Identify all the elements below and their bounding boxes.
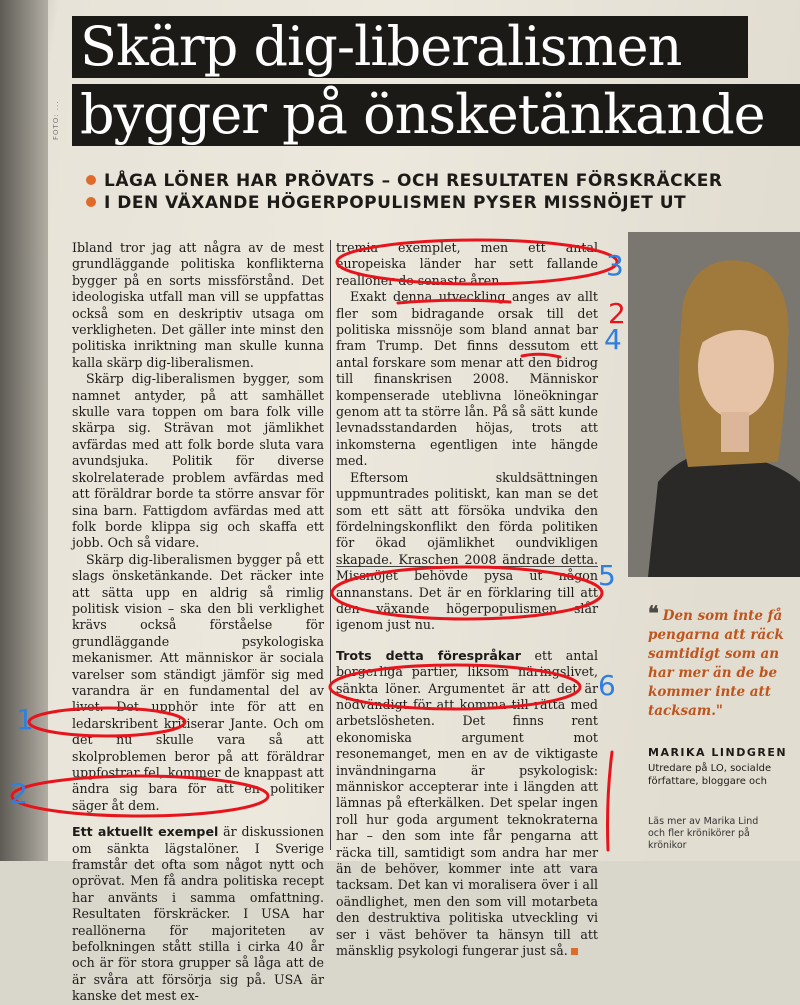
annotation-number: 4 xyxy=(604,323,622,356)
headline-line-2: bygger på önsketänkande xyxy=(72,84,800,146)
deck-line-1: LÅGA LÖNER HAR PRÖVATS – OCH RESULTATEN FÖRSKRÄCKER xyxy=(86,170,786,192)
annotation-number: 2 xyxy=(608,297,626,330)
paragraph: Eftersom skuldsättningen uppmuntrades politiskt, kan man se det som ett sätt att försöka undvika den fördelningskonflikt den förda politiken för ökad ojämlikhet oundvikligen skapade. Kraschen 2008 ändrade detta. Missnöjet behövde pysa ut någon annanstans. Det är en förklaring till att den växande högerpopulismen slår igenom just nu. xyxy=(336,469,598,633)
bullet-icon xyxy=(86,197,96,207)
end-mark-icon xyxy=(571,948,578,955)
pull-quote-line: tacksam." xyxy=(648,703,723,719)
headline-line-1: Skärp dig-liberalismen xyxy=(72,16,748,78)
annotation-number: 2 xyxy=(10,777,28,810)
pull-quote-line: ❝ Den som inte få xyxy=(648,604,800,626)
author-name: MARIKA LINDGREN xyxy=(648,746,788,759)
deck-line-2: I DEN VÄXANDE HÖGERPOPULISMEN PYSER MISSNÖJET UT xyxy=(86,192,786,214)
paragraph: Skärp dig-liberalismen bygger på ett slags önsketänkande. Det räcker inte att sätta upp en aldrig så rimlig politisk vision – ska den bli verklighet krävs också förståelse för grundläggande psykologiska mekanismer. Att människor är sociala varelser som ständigt jämför sig med varandra är en fundamental del av livet. Det upphör inte för att en ledarskribent kritiserar Jante. Och om det nu skulle vara så att skolproblemen beror på att föräldrar uppfostrar fel, kommer de knappast att ändra sig bara för att en politiker säger åt dem. xyxy=(72,551,324,813)
quote-mark-icon: ❝ xyxy=(648,604,659,625)
pull-quote-line: kommer inte att xyxy=(648,684,772,700)
paragraph-lead: Ett aktuellt exempel xyxy=(72,824,219,840)
annotation-number: 5 xyxy=(598,559,616,592)
annotation-number: 6 xyxy=(598,669,616,702)
pull-quote-line: samtidigt som an xyxy=(648,646,780,662)
author-role: Utredare på LO, socialde författare, bloggare och xyxy=(648,763,772,787)
paragraph xyxy=(72,824,324,1004)
article-column-2 xyxy=(336,240,598,959)
photo-credit: FOTO: ... xyxy=(52,100,60,140)
author-photo xyxy=(628,232,800,577)
portrait-illustration xyxy=(628,232,800,577)
annotation-number: 1 xyxy=(16,703,34,736)
paragraph: Ibland tror jag att några av de mest grundläggande politiska konflikterna bygger på en sorts missförstånd. Det ideologiska utfall man vill se uppfattas också som en deskriptiv utsaga om verkligheten. Det gäller inte minst den politiska inriktning man skulle kunna kalla skärp dig-liberalismen. xyxy=(72,240,324,370)
article-column-1 xyxy=(72,240,324,1005)
more-link-text: Läs mer av Marika Lind och fler krönikörer på krönikor xyxy=(648,816,759,851)
bullet-icon xyxy=(86,175,96,185)
paragraph: Exakt denna utveckling anges av allt fler som bidragande orsak till det politiska missnöje som bland annat bar fram Trump. Det finns dessutom ett antal forskare som menar att den bidrog till finanskrisen 2008. Människor kompenserade uteblivna löneökningar genom att ta större lån. På så sätt kunde levnadsstandarden höjas, trots att inkomsterna egentligen inte hängde med. xyxy=(336,289,598,469)
paragraph-text: är diskussionen om sänkta lägstalöner. I Sverige framstår det ofta som något nytt och oprövat. Men få andra politiska recept har använts i samma omfattning. Resultaten förskräcker. I USA har reallönerna för majoriteten av befolkningen stått stilla i cirka 40 år och är för stora grupper så låga att de är svåra att försörja sig på. USA är kanske det mest ex- xyxy=(72,824,324,1004)
paragraph: tremia exemplet, men ett antal europeiska länder har sett fallande reallöner de senaste åren. xyxy=(336,240,598,288)
column-divider xyxy=(330,240,331,850)
paragraph: Skärp dig-liberalismen bygger, som namnet antyder, på att samhället skulle vara toppen om bara folk ville skärpa sig. Strävan mot jämlikhet avfärdas med att folk borde sluta vara avundsjuka. Politik för diverse skolrelaterade problem avfärdas med att föräldrar borde ta större ansvar för sina barn. Fattigdom avfärdas med att folk borde klippa sig och skaffa ett jobb. Och så vidare. xyxy=(72,371,324,551)
deck-list xyxy=(86,170,786,214)
annotation-number: 3 xyxy=(606,249,624,282)
paragraph-lead: Trots detta förespråkar xyxy=(336,647,521,663)
pull-quote-line: pengarna att räck xyxy=(648,627,784,643)
paragraph-text: ett antal borgerliga partier, liksom näringslivet, sänkta löner. Argumentet är att det är nödvändigt för att komma till rätta med arbetslösheten. Det finns rent ekonomiska argument mot resonemanget, men en av de viktigaste invändningarna är psykologisk: människor accepterar inte i längden att lämnas på efterkälken. Det spelar ingen roll hur goda argument teknokraterna har – den som inte får pengarna att räcka till, samtidigt som andra har mer än de behöver, kommer inte att vara tacksam. Det kan vi moralisera över i all oändlighet, men den som vill motarbeta den destruktiva politiska utveckling vi ser i väst behöver ta hänsyn till att mänsklig psykologi fungerar just så. xyxy=(336,647,598,959)
paragraph xyxy=(336,648,598,960)
pull-quote xyxy=(648,604,800,721)
pull-quote-line: har mer än de be xyxy=(648,665,778,681)
